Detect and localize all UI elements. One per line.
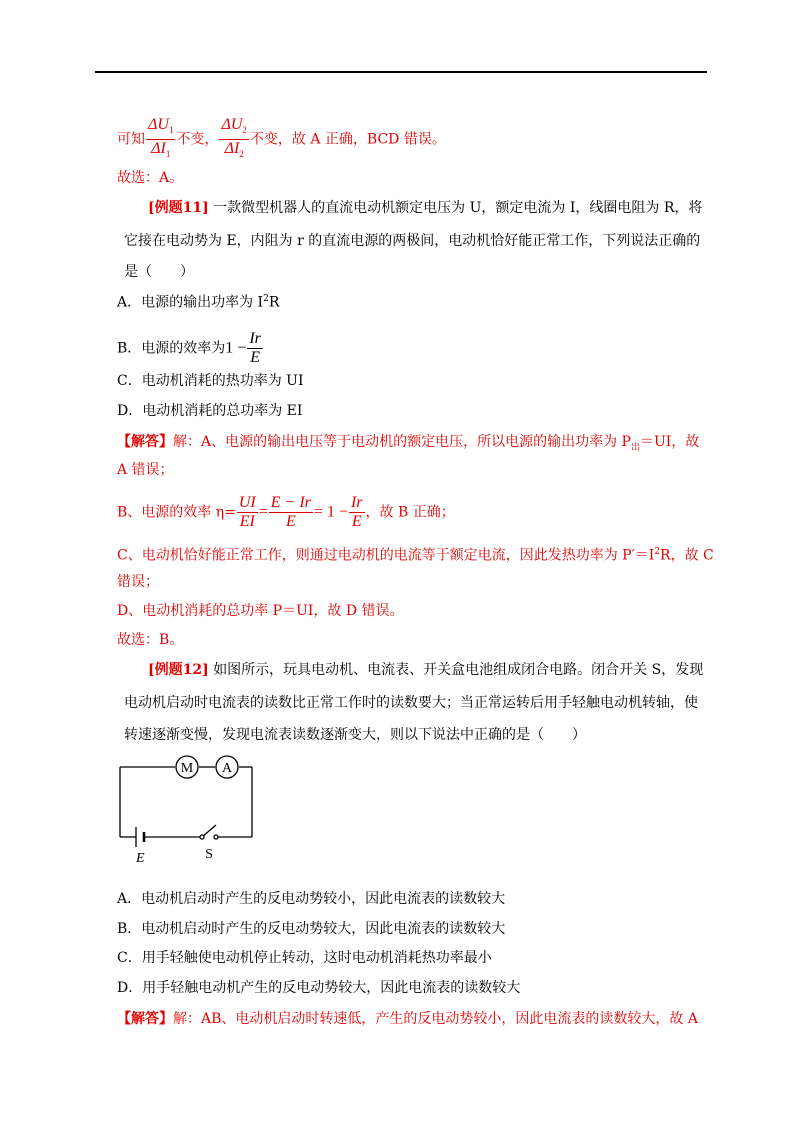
solution-11-line-2: A 错误；	[117, 462, 174, 478]
ammeter-label: A	[221, 761, 233, 776]
solution-11-line-b: B、电源的效率 η= $\frac{UI}{EI}$ = $\frac{E - Ir}{E}$ = 1 − $\frac{Ir}{E}$ ，故 B 正确；	[117, 494, 455, 530]
circuit-diagram	[110, 755, 270, 865]
motor-symbol	[176, 756, 198, 778]
solution-11-line-c1: C、电动机恰好能正常工作，则通过电动机的电流等于额定电流，因此发热功率为 $P'=I^2R$，故 C	[117, 547, 714, 564]
solution-tag: 【解答】	[117, 434, 173, 450]
question-11-line-3: 是（ ）	[124, 264, 194, 280]
question-12-line-1: [例题12] 如图所示，玩具电动机、电流表、开关盒电池组成闭合电路。闭合开关 S，发现	[148, 662, 704, 678]
switch-symbol	[200, 825, 218, 839]
answer-line: 故选：A。	[117, 170, 184, 186]
option-12-b: B．电动机启动时产生的反电动势较大，因此电流表的读数较大	[117, 921, 506, 937]
solution-11-line-1: 【解答】解：A、电源的输出电压等于电动机的额定电压，所以电源的输出功率为 $P_出=UI$，故	[117, 434, 700, 453]
question-12-line-2: 电动机启动时电流表的读数比正常工作时的读数要大；当正常运转后用手轻触电动机转轴，使	[124, 695, 698, 711]
solution-11-line-c2: 错误；	[117, 574, 159, 590]
solution-12-line-1: 【解答】解：AB、电动机启动时转速低，产生的反电动势较小，因此电流表的读数较大，故 A	[117, 1011, 698, 1027]
option-a: A．电源的输出功率为 $I^2R$	[117, 294, 280, 311]
fraction-ir-e-2: $\frac{Ir}{E}$	[350, 494, 363, 530]
solution-conclusion: 可知 $\frac{\Delta U_1}{\Delta I_1}$ 不变， $\frac{\Delta U_2}{\Delta I_2}$ 不变，故 A 正确，BCD 错误。	[117, 116, 446, 163]
fraction-ir-e: $\frac{Ir}{E}$	[249, 330, 261, 366]
question-11-tag: [例题11]	[148, 200, 209, 216]
question-11-line-2: 它接在电动势为 E，内阻为 r 的直流电源的两极间，电动机恰好能正常工作，下列说法正确的	[124, 233, 701, 249]
ammeter-symbol	[216, 756, 238, 778]
battery-symbol	[136, 827, 144, 847]
question-12-tag: [例题12]	[148, 662, 209, 678]
battery-label: E	[136, 851, 145, 865]
header-rule	[95, 71, 707, 73]
question-11-line-1: [例题11] 一款微型机器人的直流电动机额定电压为 U，额定电流为 I，线圈电阻为 R，将	[148, 200, 703, 216]
motor-label: M	[180, 761, 194, 776]
option-b: B．电源的效率为1 − $\frac{Ir}{E}$	[117, 330, 261, 366]
option-12-d: D．用手轻触电动机产生的反电动势较大，因此电流表的读数较大	[117, 980, 521, 996]
question-12-line-3: 转速逐渐变慢，发现电流表读数逐渐变大，则以下说法中正确的是（ ）	[124, 727, 586, 743]
fraction-du1-di1: $\frac{\Delta U_1}{\Delta I_1}$	[148, 116, 174, 160]
option-c: C．电动机消耗的热功率为 UI	[117, 373, 304, 389]
fraction-ui-ei: $\frac{UI}{EI}$	[238, 494, 256, 530]
solution-tag-12: 【解答】	[117, 1011, 173, 1027]
option-12-a: A．电动机启动时产生的反电动势较小，因此电流表的读数较大	[117, 891, 506, 907]
switch-label: S	[205, 847, 213, 862]
solution-11-line-d: D、电动机消耗的总功率 P＝UI，故 D 错误。	[117, 603, 404, 619]
fraction-du2-di2: $\frac{\Delta U_2}{\Delta I_2}$	[221, 116, 247, 160]
answer-line-11: 故选：B。	[117, 632, 184, 648]
option-12-c: C．用手轻触使电动机停止转动，这时电动机消耗热功率最小	[117, 950, 492, 966]
option-d: D．电动机消耗的总功率为 EI	[117, 403, 303, 419]
fraction-e-minus-ir-e: $\frac{E - Ir}{E}$	[270, 494, 311, 530]
